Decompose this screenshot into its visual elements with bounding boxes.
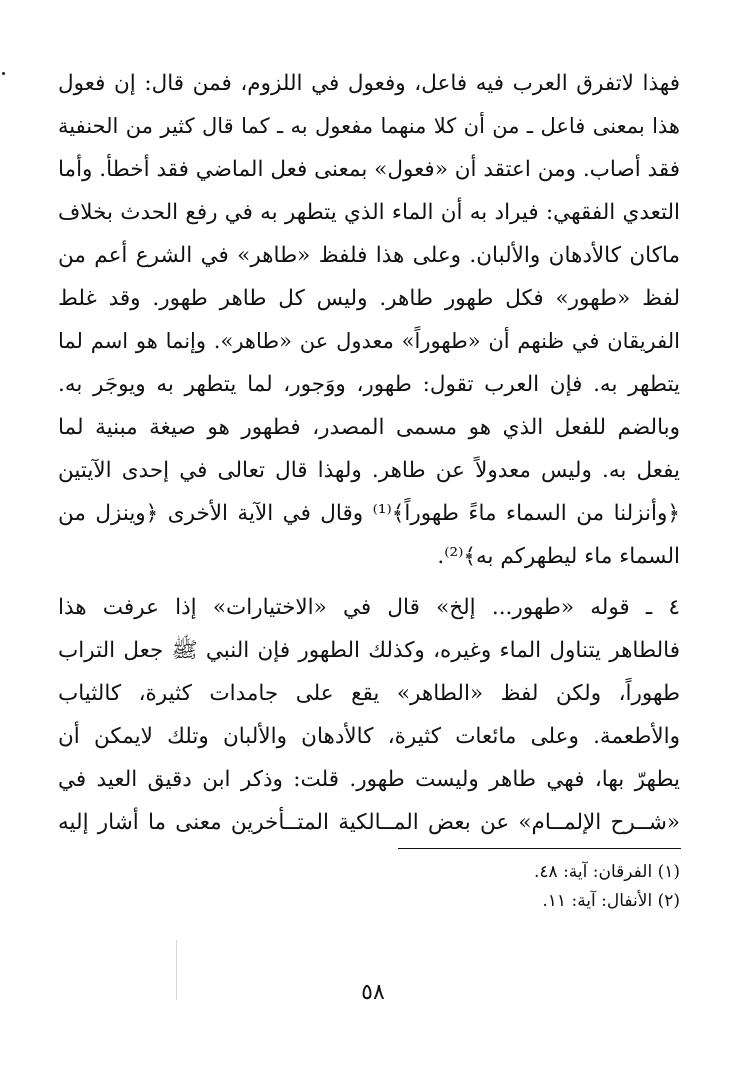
paragraph-gap: [58, 578, 680, 586]
footnote: (٢) الأنفال: آية: ١١.: [542, 891, 680, 911]
text-line: ماكان كالأدهان والألبان. وعلى هذا فلفظ «طاهر» في الشرع أعم من: [58, 243, 680, 268]
scan-edge-mark: [2, 72, 5, 75]
text-line: وبالضم للفعل الذي هو مسمى المصدر، فطهور هو صيغة مبنية لما: [58, 415, 680, 440]
text-line: السماء ماء ليطهركم به﴾⁽²⁾.: [437, 544, 680, 569]
text-line: «شــرح الإلمــام» عن بعض المــالكية المتــأخرين معنى ما أشار إليه: [58, 810, 680, 835]
text-line: هذا بمعنى فاعل ـ من أن كلا منهما مفعول به ـ كما قال كثير من الحنفية: [58, 114, 680, 138]
text-line: التعدي الفقهي: فيراد به أن الماء الذي يتطهر به في رفع الحدث بخلاف: [58, 200, 680, 225]
text-line: فالطاهر يتناول الماء وغيره، وكذلك الطهور فإن النبي ﷺ جعل التراب: [58, 638, 680, 663]
text-line: طهوراً، ولكن لفظ «الطاهر» يقع على جامدات كثيرة، كالثياب: [58, 681, 680, 706]
paragraph-1: [58, 62, 680, 578]
text-line: ٤ ـ قوله «طهور... إلخ» قال في «الاختيارات» إذا عرفت هذا: [58, 595, 680, 620]
page-number: ٥٨: [361, 980, 385, 1005]
footnote: (١) الفرقان: آية: ٤٨.: [534, 862, 680, 882]
footnotes: [380, 858, 680, 916]
text-line: لفظ «طهور» فكل طهور طاهر. وليس كل طاهر طهور. وقد غلط: [58, 286, 680, 311]
paragraph-2: [58, 586, 680, 844]
text-line: الفريقان في ظنهم أن «طهوراً» معدول عن «طاهر». وإنما هو اسم لما: [58, 329, 680, 353]
text-line: يتطهر به. فإن العرب تقول: طهور، ووَجور، لما يتطهر به ويوجَر به.: [58, 372, 680, 397]
text-line: والأطعمة. وعلى مائعات كثيرة، كالأدهان والألبان وتلك لايمكن أن: [58, 724, 680, 749]
footnote-separator: [398, 848, 681, 849]
text-line: يفعل به. وليس معدولاً عن طاهر. ولهذا قال تعالى في إحدى الآيتين: [58, 458, 680, 483]
text-line: فهذا لاتفرق العرب فيه فاعل، وفعول في اللزوم، فمن قال: إن فعول: [58, 71, 680, 96]
text-line: يطهرّ بها، فهي طاهر وليست طهور. قلت: وذكر ابن دقيق العيد في: [58, 767, 680, 792]
main-text: [58, 62, 680, 844]
text-line: ﴿وأنزلنا من السماء ماءً طهوراً﴾⁽¹⁾ وقال في الآية الأخرى ﴿وينزل من: [58, 501, 680, 526]
text-line: فقد أصاب. ومن اعتقد أن «فعول» بمعنى فعل الماضي فقد أخطأ. وأما: [58, 157, 680, 182]
scan-artifact: [176, 940, 177, 1000]
